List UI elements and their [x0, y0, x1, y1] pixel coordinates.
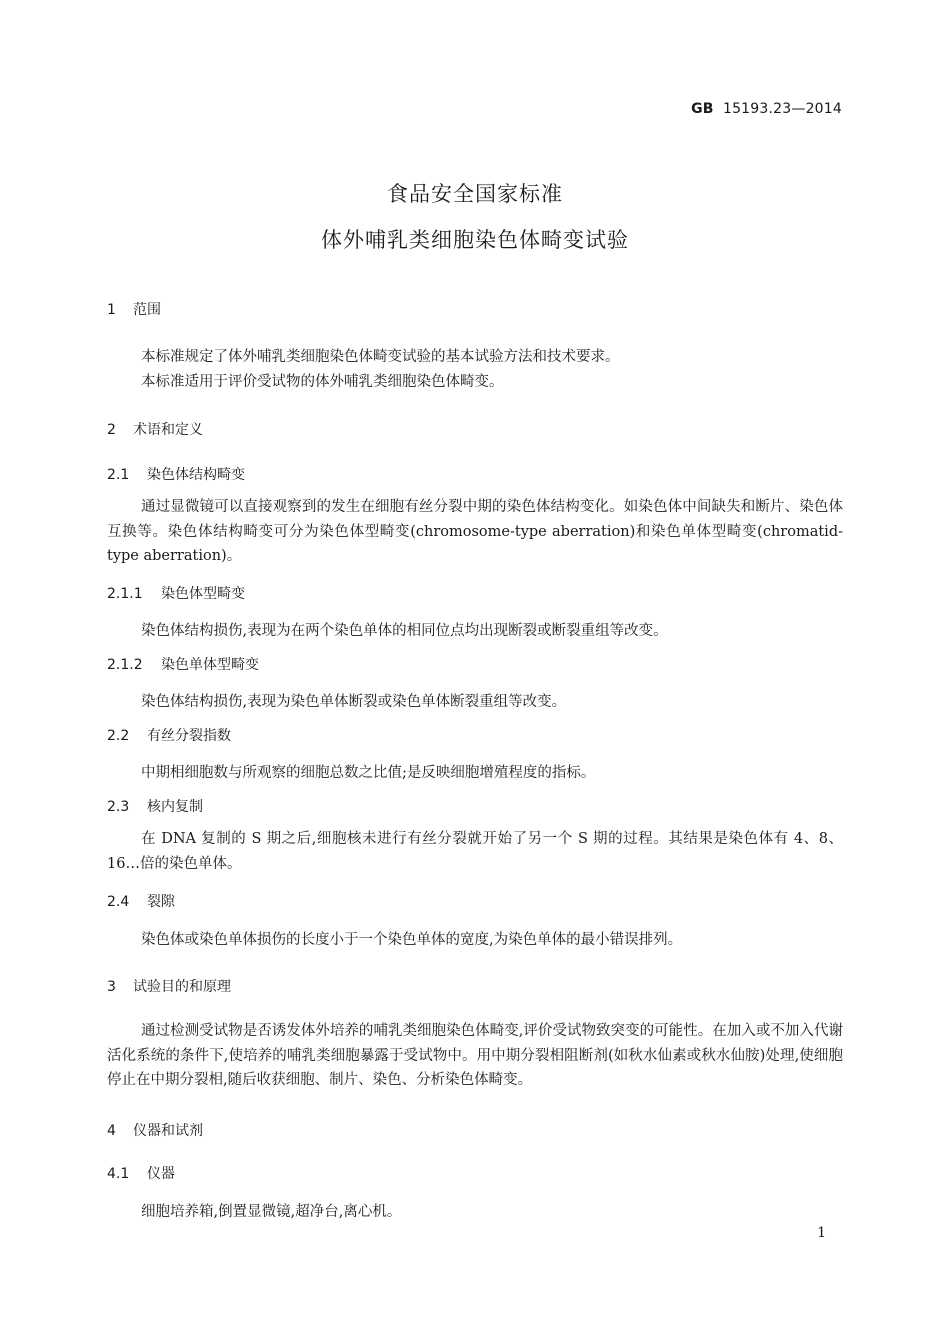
section-heading-2-3 — [107, 796, 203, 816]
standard-number: 15193.23—2014 — [722, 101, 842, 117]
paragraph: 本标准规定了体外哺乳类细胞染色体畸变试验的基本试验方法和技术要求。 — [141, 349, 620, 365]
section-number: 1 — [107, 302, 116, 318]
section-number: 2.1.2 — [107, 657, 143, 673]
document-title: 食品安全国家标准 — [387, 182, 563, 206]
section-number: 2.3 — [107, 799, 130, 815]
section-number: 4 — [107, 1123, 116, 1139]
section-heading-3 — [107, 976, 231, 996]
paragraph: 染色体结构损伤,表现为在两个染色单体的相同位点均出现断裂或断裂重组等改变。 — [141, 623, 668, 639]
section-heading-2-2 — [107, 725, 231, 745]
section-number: 2.1.1 — [107, 586, 143, 602]
section-number: 4.1 — [107, 1166, 130, 1182]
section-title: 范围 — [133, 302, 161, 318]
section-title: 核内复制 — [147, 799, 203, 815]
standard-code — [691, 101, 842, 117]
section-heading-1 — [107, 299, 161, 319]
section-heading-2-1-2 — [107, 654, 259, 674]
section-title: 染色体型畸变 — [161, 586, 245, 602]
section-heading-4 — [107, 1120, 203, 1140]
section-title: 有丝分裂指数 — [147, 728, 231, 744]
section-number: 2.1 — [107, 467, 130, 483]
section-heading-2-4 — [107, 891, 175, 911]
section-number: 3 — [107, 979, 116, 995]
page-number: 1 — [817, 1225, 826, 1241]
section-number: 2.4 — [107, 894, 130, 910]
section-number: 2.2 — [107, 728, 130, 744]
paragraph: 本标准适用于评价受试物的体外哺乳类细胞染色体畸变。 — [141, 374, 504, 390]
paragraph: 细胞培养箱,倒置显微镜,超净台,离心机。 — [141, 1204, 402, 1220]
section-title: 染色单体型畸变 — [161, 657, 259, 673]
paragraph: 中期相细胞数与所观察的细胞总数之比值;是反映细胞增殖程度的指标。 — [141, 765, 596, 781]
section-title: 仪器和试剂 — [133, 1123, 203, 1139]
paragraph: 通过检测受试物是否诱发体外培养的哺乳类细胞染色体畸变,评价受试物致突变的可能性。在加入或不加入代谢活化系统的条件下,使培养的哺乳类细胞暴露于受试物中。用中期分裂相阻断剂(如秋水仙素或秋水仙胺)处理,使细胞停止在中期分裂相,随后收获细胞、制片、染色、分析染色体畸变。 — [107, 1023, 843, 1088]
section-heading-2 — [107, 419, 203, 439]
document-subtitle: 体外哺乳类细胞染色体畸变试验 — [321, 228, 629, 252]
section-heading-2-1 — [107, 464, 245, 484]
section-number: 2 — [107, 422, 116, 438]
paragraph: 染色体或染色单体损伤的长度小于一个染色单体的宽度,为染色单体的最小错误排列。 — [141, 932, 683, 948]
section-title: 仪器 — [147, 1166, 175, 1182]
section-title: 裂隙 — [147, 894, 175, 910]
section-title: 术语和定义 — [133, 422, 203, 438]
paragraph: 通过显微镜可以直接观察到的发生在细胞有丝分裂中期的染色体结构变化。如染色体中间缺失和断片、染色体互换等。染色体结构畸变可分为染色体型畸变(chromosome-type aberration)和染色单体型畸变(chromatid-type aberration)。 — [107, 499, 843, 564]
paragraph: 在 DNA 复制的 S 期之后,细胞核未进行有丝分裂就开始了另一个 S 期的过程。其结果是染色体有 4、8、16…倍的染色单体。 — [107, 831, 843, 872]
section-heading-4-1 — [107, 1163, 175, 1183]
standard-prefix: GB — [691, 101, 714, 117]
section-heading-2-1-1 — [107, 583, 245, 603]
section-title: 染色体结构畸变 — [147, 467, 245, 483]
section-title: 试验目的和原理 — [133, 979, 231, 995]
paragraph: 染色体结构损伤,表现为染色单体断裂或染色单体断裂重组等改变。 — [141, 694, 567, 710]
